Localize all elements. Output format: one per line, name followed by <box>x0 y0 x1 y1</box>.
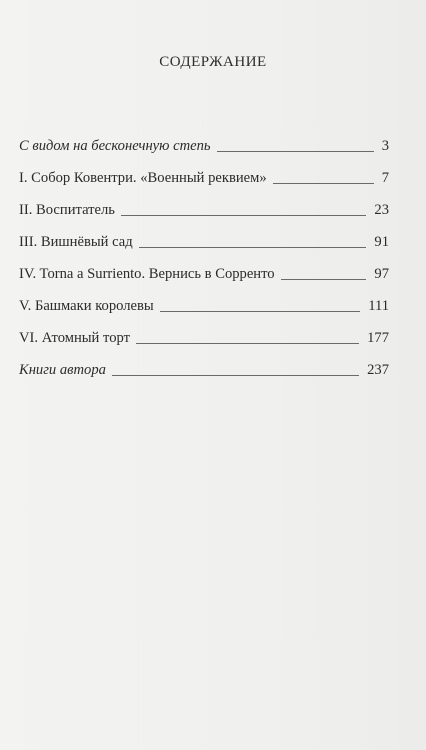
toc-entry-title: III. Вишнёвый сад <box>19 234 133 251</box>
toc-entry-page: 3 <box>381 138 389 155</box>
toc-entry-title: IV. Torna a Surriento. Вернись в Сорренто <box>19 266 275 283</box>
table-of-contents <box>19 122 389 378</box>
toc-entry-page: 97 <box>374 266 389 283</box>
toc-entry-page: 177 <box>367 330 389 347</box>
toc-entry-title: II. Воспитатель <box>19 202 115 219</box>
toc-entry-page: 111 <box>368 298 389 315</box>
toc-entry-title: Книги автора <box>19 362 106 379</box>
toc-entry-chapter-1[interactable] <box>19 154 389 186</box>
toc-entry-page: 23 <box>374 202 389 219</box>
toc-leader-line <box>281 279 367 280</box>
toc-leader-line <box>160 311 360 312</box>
page-title: СОДЕРЖАНИЕ <box>159 54 267 70</box>
toc-leader-line <box>112 375 359 376</box>
toc-entry-author-books[interactable] <box>19 346 389 378</box>
toc-entry-chapter-3[interactable] <box>19 218 389 250</box>
toc-leader-line <box>121 215 366 216</box>
toc-leader-line <box>136 343 359 344</box>
toc-entry-chapter-2[interactable] <box>19 186 389 218</box>
toc-leader-line <box>217 151 374 152</box>
toc-leader-line <box>139 247 367 248</box>
toc-entry-chapter-5[interactable] <box>19 282 389 314</box>
toc-entry-title: V. Башмаки королевы <box>19 298 154 315</box>
toc-entry-page: 7 <box>381 170 389 187</box>
toc-entry-title: I. Собор Ковентри. «Военный реквием» <box>19 170 267 187</box>
toc-entry-chapter-6[interactable] <box>19 314 389 346</box>
toc-entry-page: 237 <box>367 362 389 379</box>
toc-entry-chapter-4[interactable] <box>19 250 389 282</box>
toc-entry-title: С видом на бесконечную степь <box>19 138 211 155</box>
toc-entry-prologue[interactable] <box>19 122 389 154</box>
toc-entry-title: VI. Атомный торт <box>19 330 130 347</box>
toc-leader-line <box>273 183 374 184</box>
toc-entry-page: 91 <box>374 234 389 251</box>
